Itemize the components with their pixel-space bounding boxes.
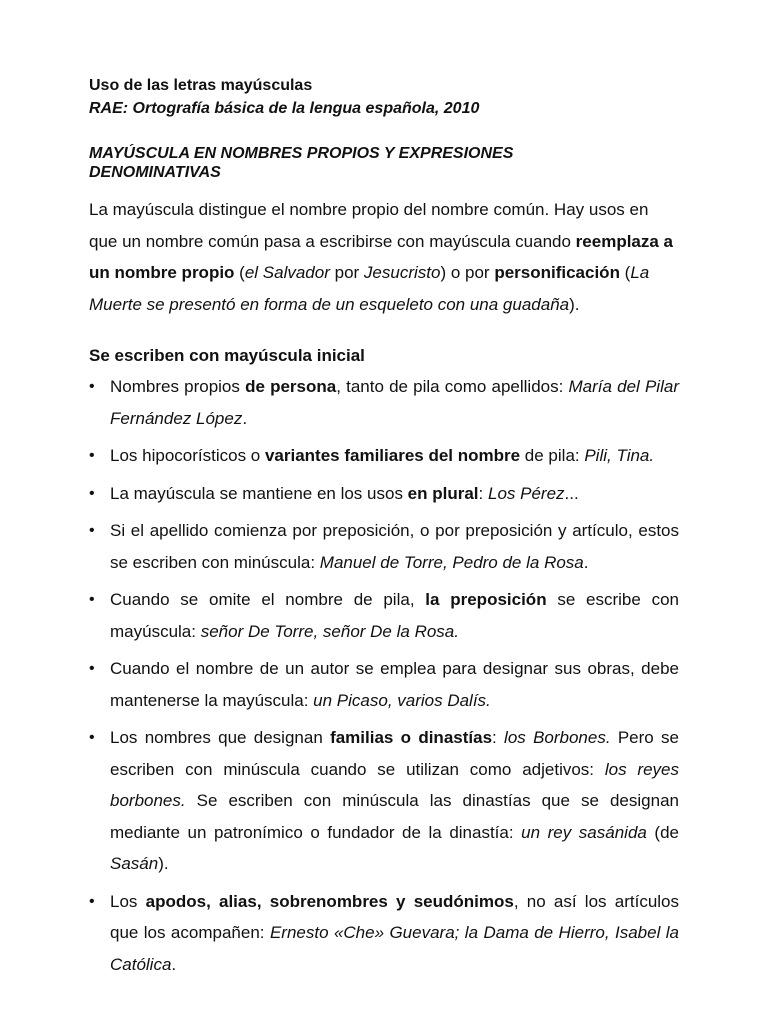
item-text: : (478, 483, 488, 503)
intro-bold: reemplaza a un nombre propio (89, 231, 674, 282)
item-example: Ernesto «Che» Guevara; la Dama de Hierro, Isabel la Católica (110, 923, 680, 974)
document-source: RAE: Ortografía básica de la lengua española, 2010 (89, 100, 480, 117)
list-item (89, 653, 679, 716)
item-text: Si el apellido comienza por preposición, o por preposición y artículo, estos se escriben con minúscula: (110, 521, 679, 572)
item-bold: la preposición (425, 590, 547, 609)
item-text: , no así los artículos que los acompañen: (110, 891, 679, 942)
item-text: : (492, 728, 505, 747)
item-text: Pero se escriben con minúscula cuando se utilizan como adjetivos: (110, 728, 679, 779)
intro-paragraph (89, 194, 679, 320)
intro-example: Jesucristo (363, 263, 441, 282)
intro-example: La Muerte se presentó en forma de un esqueleto con una guadaña (89, 263, 650, 314)
item-text: de pila: (520, 446, 585, 465)
section-title-line-2: DENOMINATIVAS (89, 164, 221, 181)
intro-text: ( (234, 263, 245, 282)
item-bold: variantes familiares del nombre (264, 446, 521, 465)
item-bold: apodos, alias, sobrenombres y seudónimos (145, 891, 514, 911)
item-text: . (171, 954, 177, 974)
item-example: Sasán (110, 854, 159, 873)
item-example: un Picaso, varios Dalís. (313, 690, 491, 710)
item-example: un rey sasánida (521, 822, 647, 842)
intro-text: La mayúscula distingue el nombre propio del nombre común. Hay usos en que un nombre común pasa a escribirse con mayúscula cuando (89, 200, 649, 251)
intro-text: ( (619, 263, 631, 282)
item-text: Los nombres que designan (110, 728, 331, 747)
intro-text: por (329, 263, 364, 282)
intro-text: ). (569, 294, 580, 314)
item-bold: en plural (407, 483, 479, 503)
item-example: María del Pilar Fernández López (110, 377, 679, 428)
list-title: Se escriben con mayúscula inicial (89, 346, 365, 365)
list-item (89, 371, 679, 434)
item-text: . (242, 408, 248, 428)
item-text: . (583, 552, 589, 572)
list-item (89, 440, 679, 472)
item-text: Se escriben con minúscula las dinastías que se designan mediante un patronímico o fundador de la dinastía: (110, 791, 679, 842)
list-item (89, 515, 679, 578)
item-example: Los Pérez (487, 483, 565, 503)
list-item (89, 722, 679, 880)
item-text: ). (158, 854, 169, 873)
item-example: los reyes borbones. (110, 759, 679, 810)
section-title (89, 144, 679, 182)
item-text: se escribe con mayúscula: (110, 590, 679, 641)
item-text: La mayúscula se mantiene en los usos (110, 483, 408, 503)
item-text: (de (646, 822, 679, 842)
item-example: los Borbones. (504, 728, 611, 747)
intro-text: ) o por (440, 263, 495, 282)
item-example: Pili, Tina. (584, 446, 655, 465)
item-text: , tanto de pila como apellidos: (336, 377, 569, 396)
item-bold: de persona (245, 377, 337, 396)
document-title: Uso de las letras mayúsculas (89, 77, 313, 94)
item-example: Manuel de Torre, Pedro de la Rosa (319, 552, 584, 572)
list-item (89, 584, 679, 647)
item-text: ... (564, 483, 579, 503)
item-text: Nombres propios (110, 377, 246, 396)
intro-bold: personificación (494, 263, 620, 282)
item-text: Los hipocorísticos o (110, 446, 265, 465)
rules-list (89, 371, 679, 980)
item-text: Cuando se omite el nombre de pila, (110, 590, 426, 609)
list-item (89, 478, 679, 510)
item-bold: familias o dinastías (330, 728, 493, 747)
section-title-line-1: MAYÚSCULA EN NOMBRES PROPIOS Y EXPRESIONES (89, 145, 514, 162)
item-text: Los (110, 891, 146, 911)
intro-example: el Salvador (244, 263, 330, 282)
list-item (89, 886, 679, 981)
item-text: Cuando el nombre de un autor se emplea para designar sus obras, debe mantenerse la mayúscula: (110, 659, 679, 710)
item-example: señor De Torre, señor De la Rosa. (200, 621, 459, 641)
